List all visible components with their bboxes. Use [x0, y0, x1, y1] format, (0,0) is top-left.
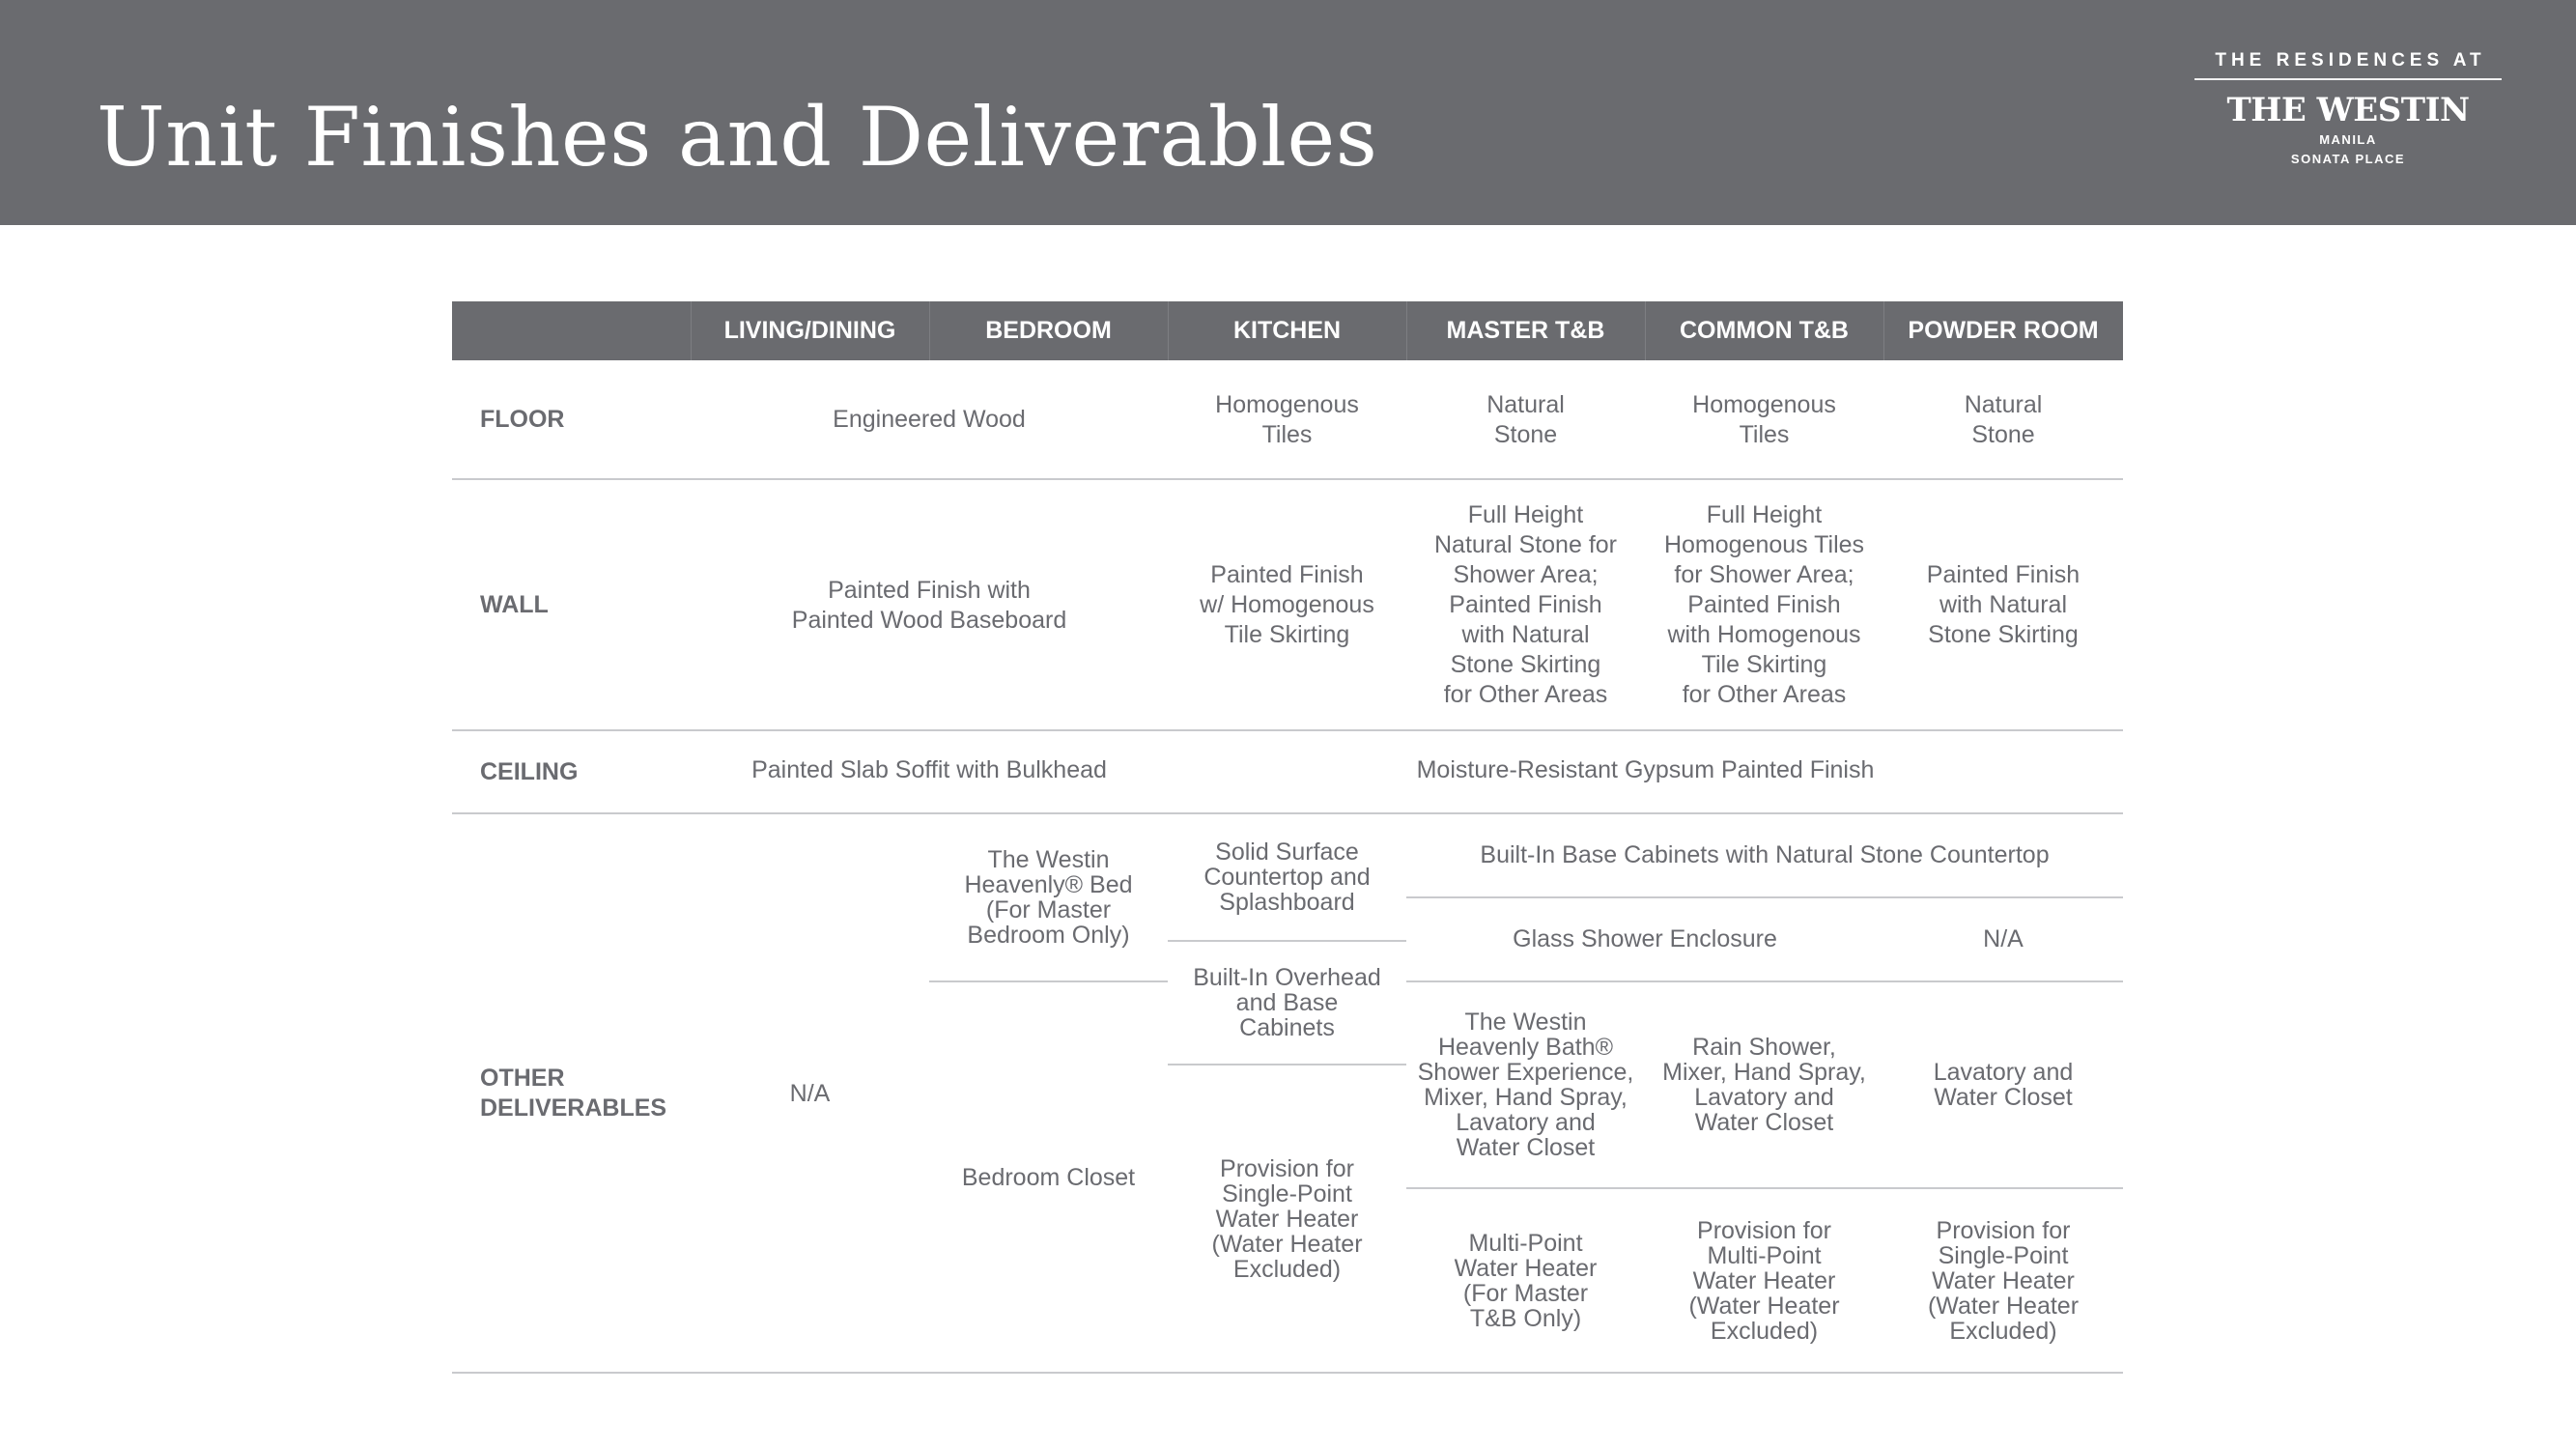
floor-common-tb: Homogenous Tiles — [1692, 390, 1836, 448]
other-powder-glass-shower: N/A — [1983, 925, 2024, 952]
table-bottom-rule — [452, 1372, 2123, 1374]
ceiling-living-bedroom: Painted Slab Soffit with Bulkhead — [751, 755, 1107, 783]
logo-top-line: THE RESIDENCES AT — [2215, 50, 2486, 71]
row-label-floor: FLOOR — [480, 406, 565, 433]
column-header-living-dining: LIVING/DINING — [723, 317, 896, 344]
logo-divider — [2194, 78, 2502, 80]
other-kitchen-countertop: Solid Surface Countertop and Splashboard — [1203, 838, 1371, 916]
wall-powder-room: Painted Finish with Natural Stone Skirting — [1926, 561, 2081, 648]
floor-kitchen: Homogenous Tiles — [1215, 390, 1359, 448]
row-label-ceiling: CEILING — [480, 758, 579, 785]
other-master-heater: Multi-Point Water Heater (For Master T&B Only) — [1454, 1230, 1598, 1332]
logo-brand: THE WESTIN — [2226, 91, 2470, 129]
row-label-wall: WALL — [480, 591, 549, 618]
column-header-powder-room: POWDER ROOM — [1908, 317, 2099, 344]
westin-logo — [2194, 48, 2502, 184]
wall-common-tb: Full Height Homogenous Tiles for Shower Area; Painted Finish with Homogenous Tile Skirting for Other Areas — [1663, 501, 1865, 708]
row-label-other-deliverables: OTHER DELIVERABLES — [480, 1065, 667, 1122]
other-master-bath: The Westin Heavenly Bath® Shower Experience, Mixer, Hand Spray, Lavatory and Water Closet — [1417, 1009, 1634, 1161]
other-bedroom-bed: The Westin Heavenly® Bed (For Master Bedroom Only) — [964, 846, 1133, 949]
floor-powder-room: Natural Stone — [1964, 390, 2043, 448]
ceiling-kitchen-to-powder: Moisture-Resistant Gypsum Painted Finish — [1416, 755, 1875, 783]
logo-project: SONATA PLACE — [2290, 152, 2406, 166]
page-title: Unit Finishes and Deliverables — [97, 90, 1378, 185]
other-tb-base-cabinets: Built-In Base Cabinets with Natural Stone Countertop — [1480, 841, 2050, 868]
wall-kitchen: Painted Finish w/ Homogenous Tile Skirting — [1200, 561, 1374, 648]
header-banner — [0, 0, 2576, 225]
floor-master-tb: Natural Stone — [1486, 390, 1565, 448]
other-kitchen-cabinets: Built-In Overhead and Base Cabinets — [1193, 964, 1381, 1041]
column-header-bedroom: BEDROOM — [985, 317, 1112, 344]
other-common-heater: Provision for Multi-Point Water Heater (Water Heater Excluded) — [1688, 1217, 1840, 1345]
other-powder-bath: Lavatory and Water Closet — [1933, 1059, 2074, 1111]
other-tb-glass-shower: Glass Shower Enclosure — [1513, 925, 1777, 952]
column-header-master-tb: MASTER T&B — [1446, 317, 1605, 344]
other-powder-heater: Provision for Single-Point Water Heater (Water Heater Excluded) — [1927, 1217, 2080, 1345]
logo-city: MANILA — [2319, 132, 2377, 147]
other-kitchen-heater: Provision for Single-Point Water Heater (Water Heater Excluded) — [1211, 1155, 1363, 1283]
other-common-bath: Rain Shower, Mixer, Hand Spray, Lavatory and Water Closet — [1662, 1034, 1866, 1136]
column-header-common-tb: COMMON T&B — [1680, 317, 1849, 344]
other-bedroom-closet: Bedroom Closet — [961, 1164, 1136, 1191]
wall-master-tb: Full Height Natural Stone for Shower Area; Painted Finish with Natural Stone Skirting for Other Areas — [1434, 501, 1617, 708]
floor-living-bedroom: Engineered Wood — [833, 406, 1026, 433]
finishes-table — [452, 301, 2123, 1374]
column-header-kitchen: KITCHEN — [1232, 317, 1342, 344]
other-living-dining: N/A — [789, 1079, 831, 1107]
wall-living-bedroom: Painted Finish with Painted Wood Baseboard — [791, 576, 1067, 634]
